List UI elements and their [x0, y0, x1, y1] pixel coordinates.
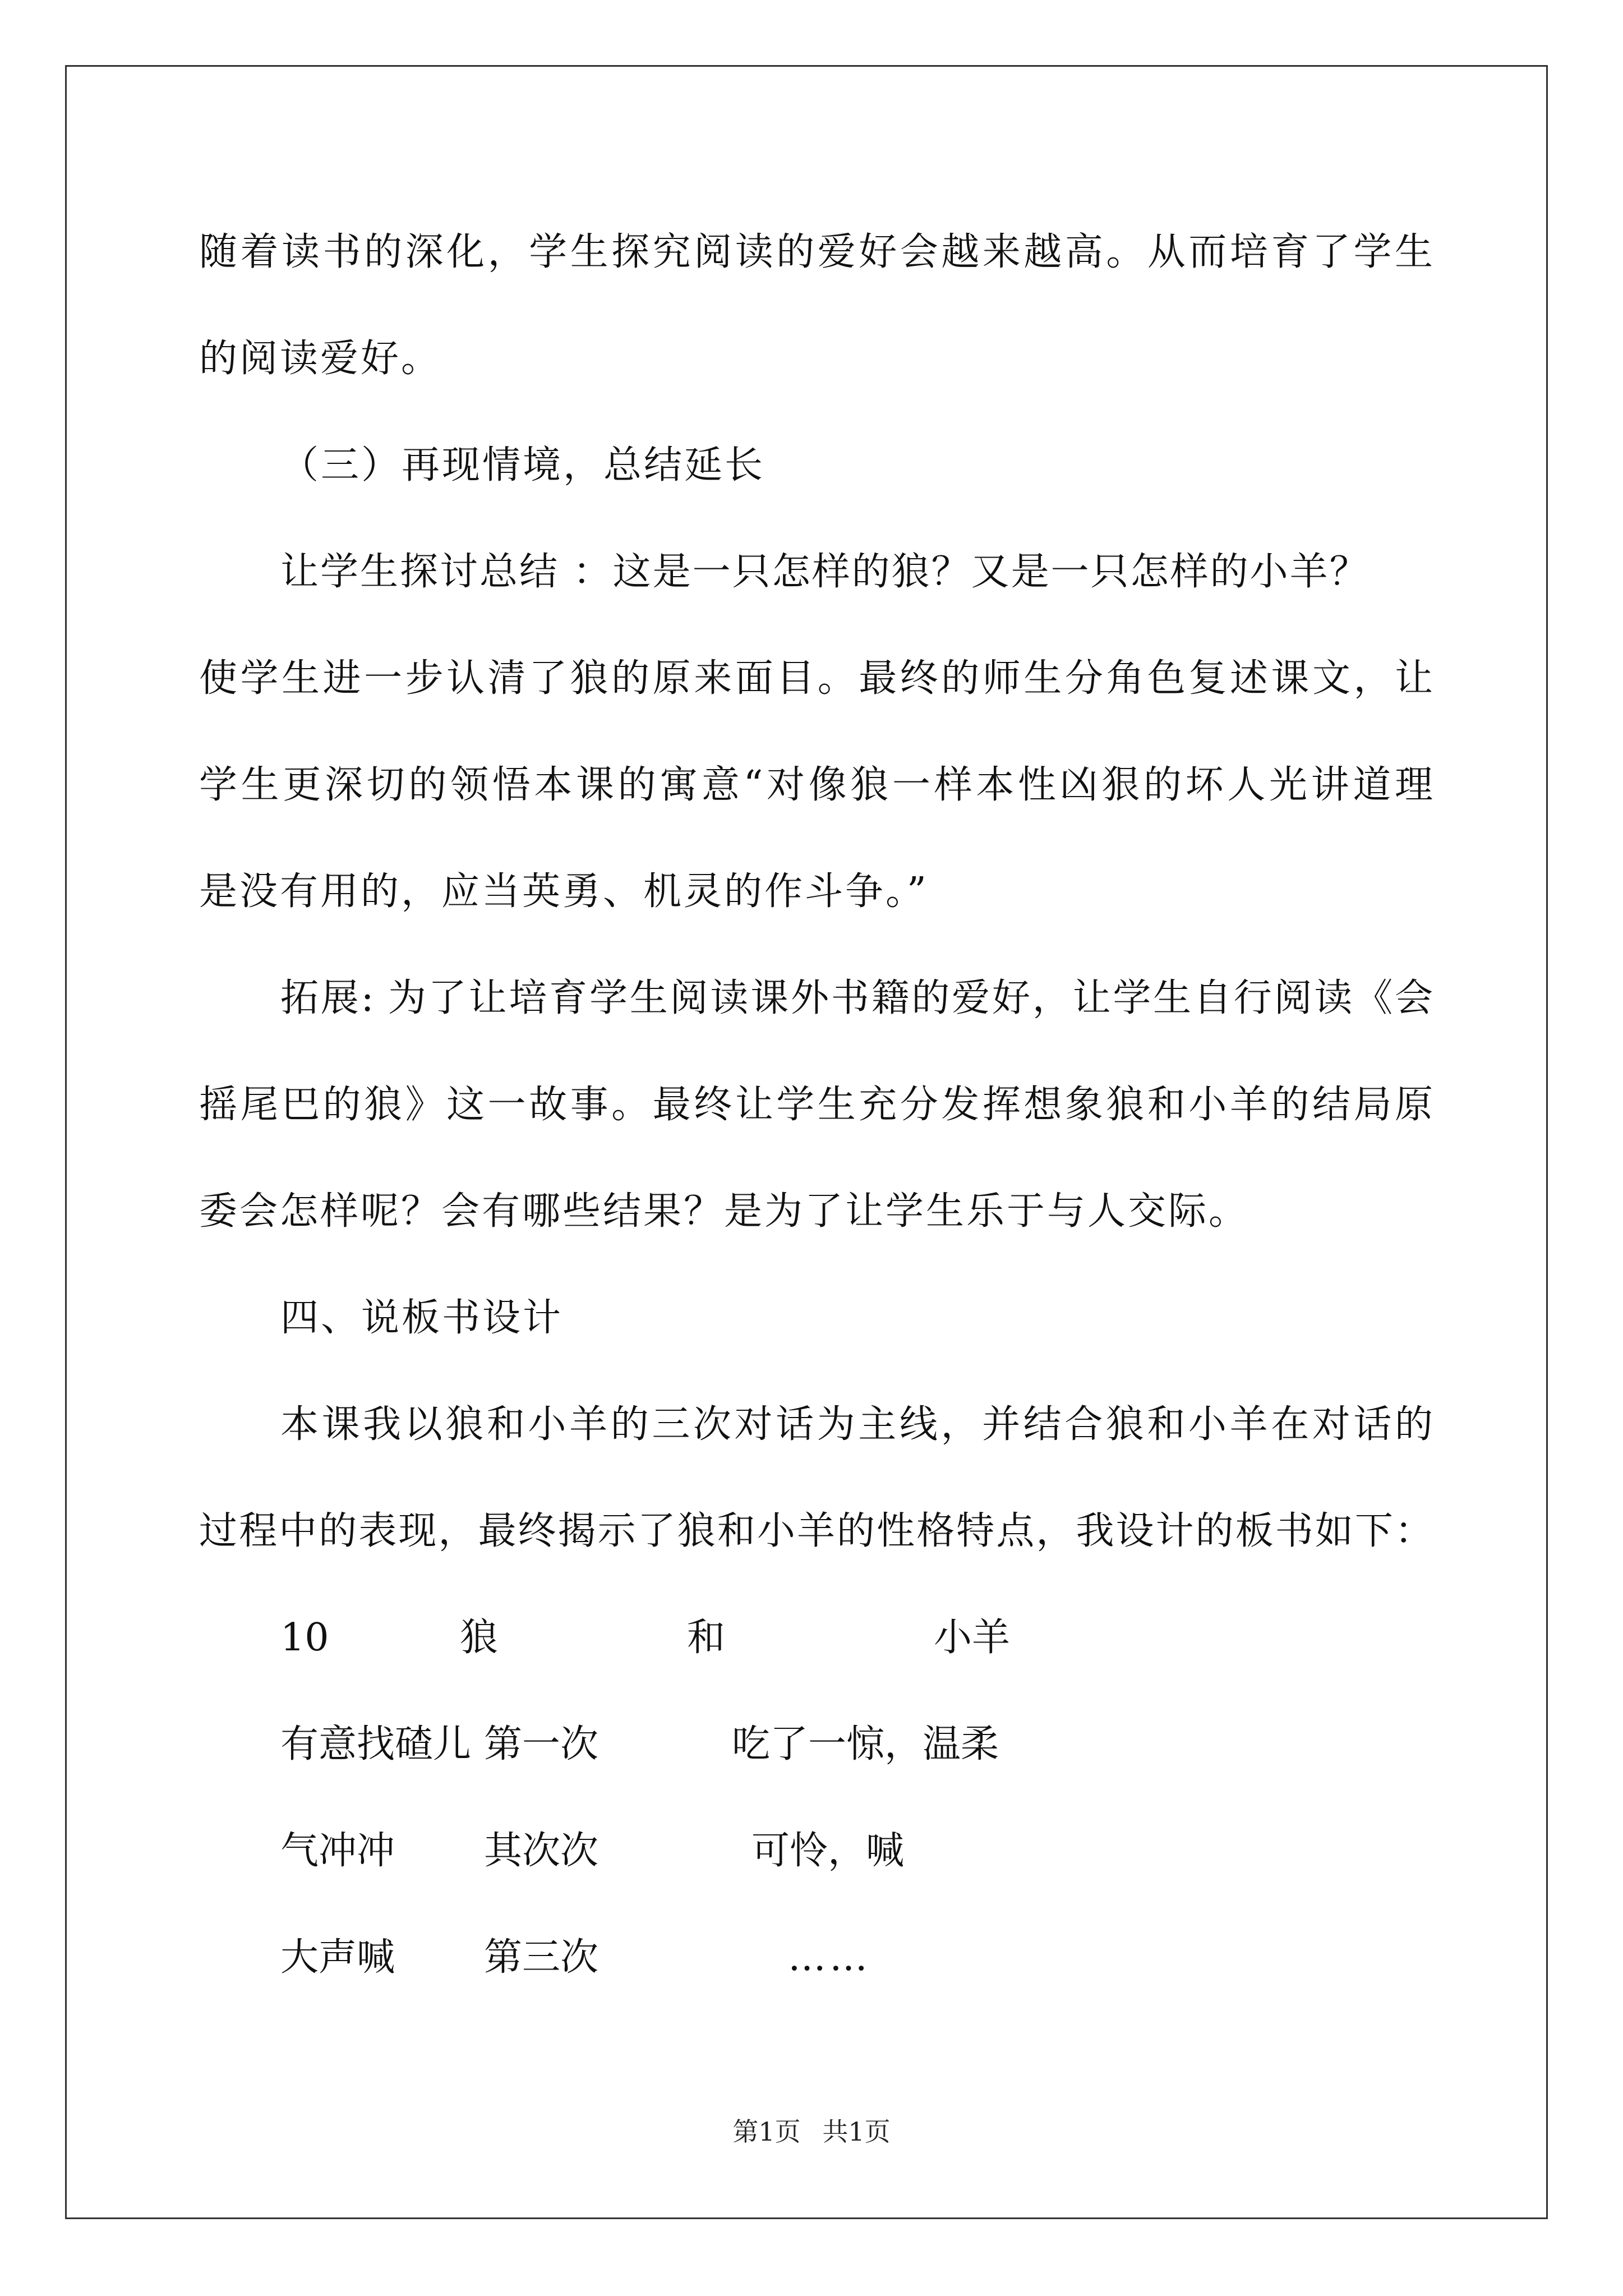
paragraph-line: 使学生进一步认清了狼的原来面目。最终的师生分角色复述课文，让: [199, 656, 1433, 701]
board-lamb-cell: ……: [788, 1935, 871, 1980]
paragraph-line: 学生更深切的领悟本课的寓意“对像狼一样本性凶狠的坏人光讲道理: [199, 763, 1433, 807]
board-wolf-title: 狼: [460, 1616, 499, 1660]
paragraph-line: 拓展: 为了让培育学生阅读课外书籍的爱好，让学生自行阅读《会: [280, 976, 1433, 1020]
board-lamb-cell: 吃了一惊，温柔: [732, 1722, 999, 1766]
paragraph-line: 摇尾巴的狼》这一故事。最终让学生充分发挥想象狼和小羊的结局原: [199, 1083, 1433, 1127]
board-lamb-cell: 可怜，喊: [751, 1829, 905, 1873]
paragraph-line: 委会怎样呢？会有哪些结果？是为了让学生乐于与人交际。: [199, 1189, 1249, 1234]
paragraph-line: 是没有用的，应当英勇、机灵的作斗争。”: [199, 869, 929, 914]
total-pages: 共1页: [822, 2116, 891, 2147]
board-wolf-cell: 大声喊: [280, 1935, 395, 1980]
paragraph-line: 本课我以狼和小羊的三次对话为主线，并结合狼和小羊在对话的: [280, 1402, 1433, 1447]
board-round-cell: 第一次: [484, 1722, 599, 1766]
board-number: 10: [280, 1616, 329, 1660]
board-lamb-title: 小羊: [934, 1616, 1011, 1660]
board-wolf-cell: 气冲冲: [280, 1829, 395, 1873]
board-wolf-cell: 有意找碴儿: [280, 1722, 472, 1766]
page-footer: [0, 2115, 1623, 2148]
paragraph-line: 随着读书的深化，学生探究阅读的爱好会越来越高。从而培育了学生: [199, 230, 1433, 274]
current-page: 第1页: [732, 2116, 801, 2147]
page-border: [65, 65, 1548, 2219]
board-and: 和: [687, 1616, 726, 1660]
paragraph-line: 的阅读爱好。: [199, 337, 442, 381]
paragraph-line: 让学生探讨总结 ：这是一只怎样的狼？又是一只怎样的小羊？: [280, 550, 1370, 594]
board-round-cell: 其次次: [484, 1829, 599, 1873]
paragraph-line: 过程中的表现，最终揭示了狼和小羊的性格特点，我设计的板书如下：: [199, 1509, 1433, 1553]
section-heading: （三）再现情境，总结延长: [280, 443, 766, 487]
board-round-cell: 第三次: [484, 1935, 599, 1980]
section-heading: 四、说板书设计: [280, 1296, 564, 1340]
